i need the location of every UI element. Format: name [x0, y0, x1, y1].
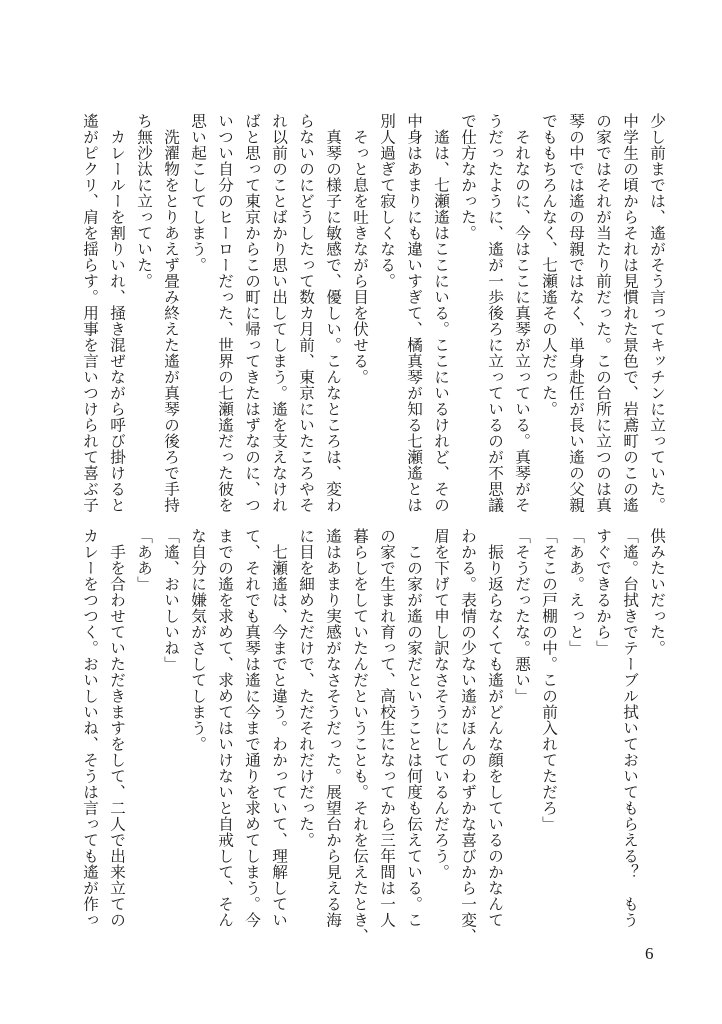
text-line: 「遙。台拭きでテーブル拭いておいてもらえる？ もう — [621, 528, 639, 928]
text-line: 中身はあまりにも違いすぎて、橘真琴が知る七瀬遙とは — [405, 113, 423, 513]
text-line: 遙がピクリ、肩を揺らす。用事を言いつけられて喜ぶ子 — [81, 113, 99, 513]
text-line: 中学生の頃からそれは見慣れた景色で、岩鳶町のこの遙 — [621, 113, 639, 513]
text-line: 「そこの戸棚の中。この前入れてただろ」 — [540, 528, 558, 832]
text-line: すぐできるから」 — [594, 528, 612, 656]
text-line: 「ああ」 — [135, 528, 153, 592]
text-line: に目を細めただけで、ただそれだけだった。 — [297, 528, 315, 848]
text-line: うだったように、遙が一歩後ろに立っているのが不思議 — [486, 113, 504, 513]
text-line: ばと思って東京からこの町に帰ってきたはずなのに、つ — [243, 113, 261, 513]
text-line: 「そうだったな。悪い」 — [513, 528, 531, 704]
text-line: 眉を下げて申し訳なさそうにしているんだろう。 — [432, 528, 450, 880]
text-line: 手を合わせていただきますをして、二人で出来立ての — [108, 528, 126, 928]
text-line: そっと息を吐きながら目を伏せる。 — [351, 113, 369, 385]
text-line: でももちろんなく、七瀬遙その人だった。 — [540, 113, 558, 417]
text-line: 思い起こしてしまう。 — [189, 113, 207, 273]
page-number: 6 — [645, 944, 654, 963]
text-line: 少し前までは、遙がそう言ってキッチンに立っていた。 — [648, 113, 666, 513]
text-line: 琴の中では遙の母親ではなく、単身赴任が長い遙の父親 — [567, 113, 585, 513]
text-line: 遙は、七瀬遙はここにいる。ここにいるけれど、その — [432, 113, 450, 513]
text-line: 別人過ぎて寂しくなる。 — [378, 113, 396, 289]
text-line: カレーをつつく。おいしいね、そうは言っても遙が作っ — [81, 528, 99, 928]
text-line: それなのに、今はここに真琴が立っている。真琴がそ — [513, 113, 531, 513]
text-line: わかる。表情の少ない遙がほんのわずかな喜びから一変、 — [459, 528, 477, 944]
text-line: 「遙、おいしいね」 — [162, 528, 180, 672]
text-block-upper — [40, 113, 670, 513]
text-line: 供みたいだった。 — [648, 528, 666, 656]
text-line: な自分に嫌気がさしてしまう。 — [189, 528, 207, 752]
text-line: この家が遙の家だということは何度も伝えている。こ — [405, 528, 423, 928]
text-line: カレールーを割りいれ、掻き混ぜながら呼び掛けると — [108, 113, 126, 513]
text-line: らないのにどうしたって数カ月前、東京にいたころやそ — [297, 113, 315, 513]
text-line: いつい自分のヒーローだった、世界の七瀬遙だった彼を — [216, 113, 234, 513]
text-line: ち無沙汰に立っていた。 — [135, 113, 153, 289]
text-line: 洗濯物をとりあえず畳み終えた遙が真琴の後ろで手持 — [162, 113, 180, 513]
text-line: の家で生まれ育って、高校生になってから三年間は一人 — [378, 528, 396, 928]
text-line: までの遙を求めて、求めてはいけないと自戒して、そん — [216, 528, 234, 928]
text-line: て、それでも真琴は遙に今まで通りを求めてしまう。今 — [243, 528, 261, 928]
text-line: 「ああ。えっと」 — [567, 528, 585, 656]
text-line: れ以前のことばかり思い出してしまう。遙を支えなけれ — [270, 113, 288, 513]
text-line: 暮らしをしていたんだということも。それを伝えたとき、 — [351, 528, 369, 944]
text-line: 振り返らなくても遙がどんな顔をしているのかなんて — [486, 528, 504, 928]
text-line: で仕方なかった。 — [459, 113, 477, 241]
text-line: 七瀬遙は、今までと違う。わかっていて、理解してい — [270, 528, 288, 928]
text-block-lower — [40, 528, 670, 944]
text-line: 遙はあまり実感がなさそうだった。展望台から見える海 — [324, 528, 342, 928]
text-line: 真琴の様子に敏感で、優しい。こんなところは、変わ — [324, 113, 342, 513]
text-line: の家ではそれが当たり前だった。この台所に立つのは真 — [594, 113, 612, 513]
